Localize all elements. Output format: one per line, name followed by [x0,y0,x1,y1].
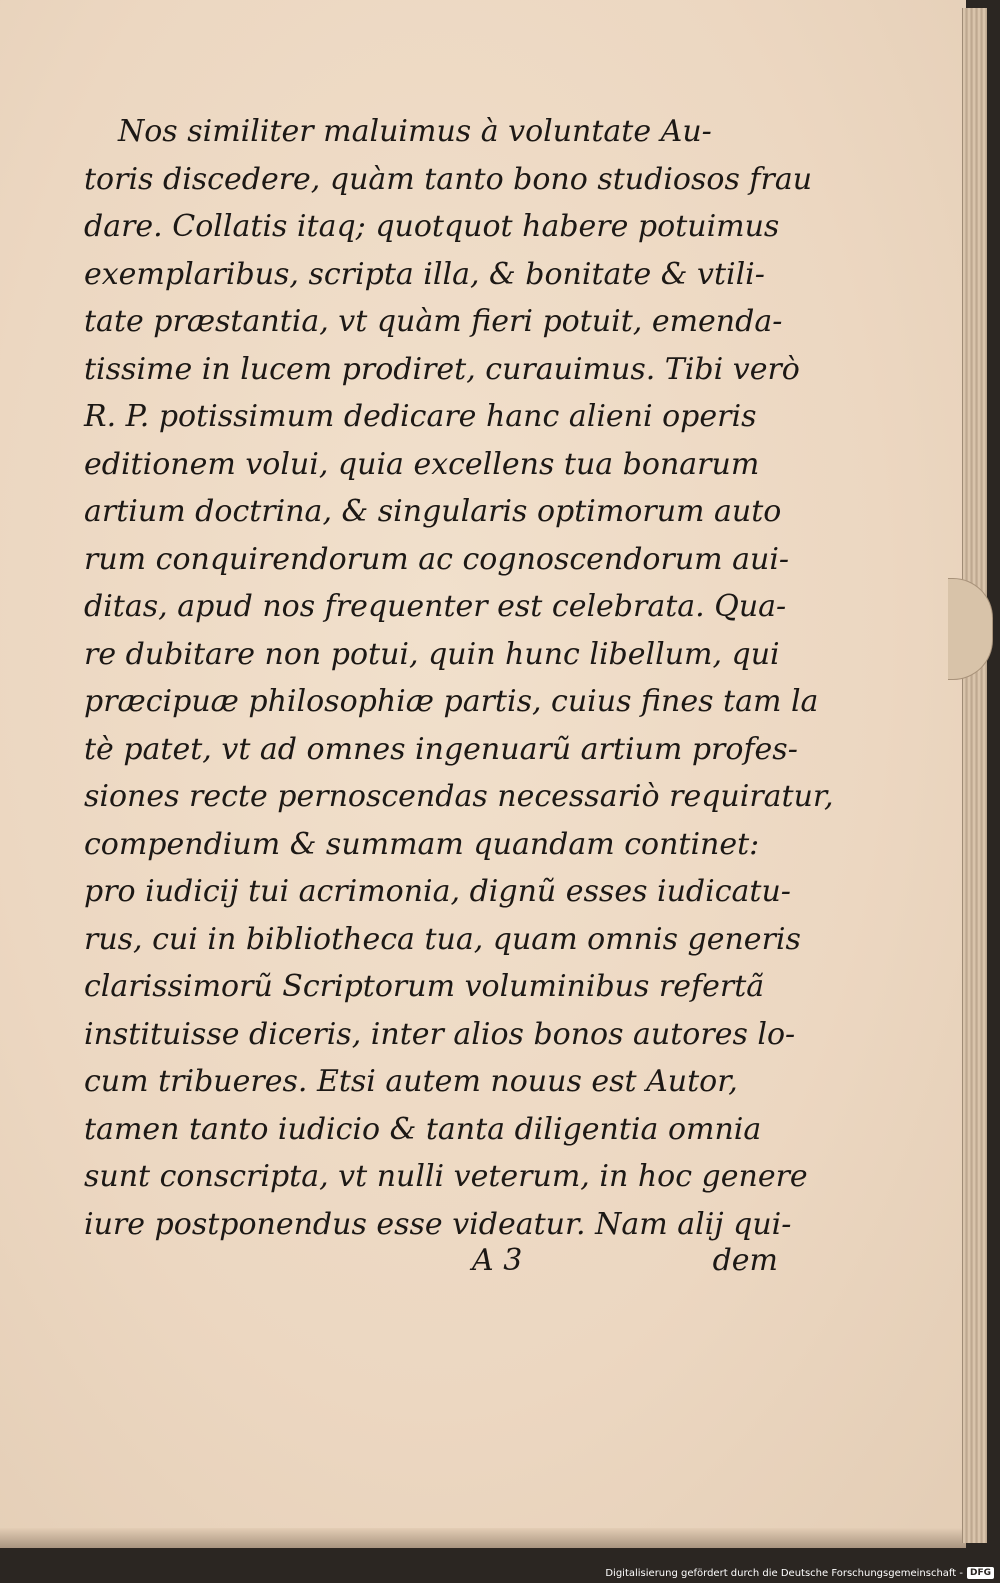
text-line: cum tribueres. Etsi autem nouus est Autor, [84,1064,738,1099]
text-line: tè patet, vt ad omnes ingenuarũ artium profes- [84,731,798,767]
text-line: sunt conscripta, vt nulli veterum, in hoc genere [84,1159,808,1194]
text-line: dare. Collatis itaq; quotquot habere potuimus [84,209,780,244]
text-line: editionem volui, quia excellens tua bonarum [84,446,760,482]
page-footer [84,1243,784,1291]
text-line: iure postponendus esse videatur. Nam alij qui- [84,1206,792,1242]
text-line: R. P. potissimum dedicare hanc alieni operis [84,399,757,434]
text-line: siones recte pernoscendas necessariò requiratur, [84,779,834,814]
text-line: rus, cui in bibliotheca tua, quam omnis generis [84,921,801,957]
page-text [84,108,834,1248]
text-line: toris discedere, quàm tanto bono studiosos frau [84,161,813,197]
page-edges [962,8,987,1543]
text-line: artium doctrina, & singularis optimorum auto [84,494,782,529]
credit-text: Digitalisierung gefördert durch die Deutsche Forschungsgemeinschaft - [605,1567,963,1579]
text-line: ditas, apud nos frequenter est celebrata. Qua- [84,589,787,624]
text-line: tissime in lucem prodiret, curauimus. Tibi verò [84,351,800,387]
text-line: tate præstantia, vt quàm fieri potuit, emenda- [84,304,783,339]
page-bottom-shadow [0,1528,966,1548]
dfg-logo: DFG [967,1567,994,1579]
text-line: præcipuæ philosophiæ partis, cuius fines tam la [84,684,819,719]
signature-mark: A 3 [472,1243,523,1278]
text-line: instituisse diceris, inter alios bonos autores lo- [84,1016,796,1052]
digitization-credit [605,1567,994,1579]
text-line: pro iudicij tui acrimonia, dignũ esses iudicatu- [84,874,791,909]
catchword: dem [712,1243,778,1278]
text-line: rum conquirendorum ac cognoscendorum aui- [84,541,790,577]
text-line: exemplaribus, scripta illa, & bonitate & vtili- [84,256,765,292]
text-line: tamen tanto iudicio & tanta diligentia omnia [84,1111,762,1147]
text-line: re dubitare non potui, quin hunc libellum, qui [84,636,780,672]
text-line: compendium & summam quandam continet: [84,826,760,862]
text-line: Nos similiter maluimus à voluntate Au- [118,114,712,149]
text-line: clarissimorũ Scriptorum voluminibus refertã [84,969,765,1004]
